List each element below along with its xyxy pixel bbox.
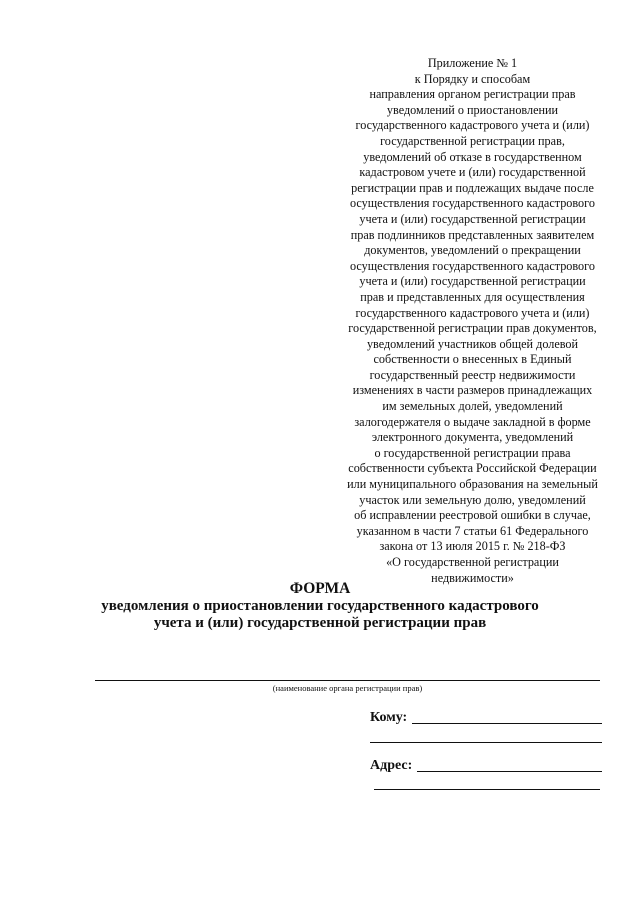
appendix-line: осуществления государственного кадастрового bbox=[350, 258, 595, 273]
appendix-line: кадастровом учете и (или) государственной bbox=[359, 165, 586, 180]
appendix-line: изменениях в части размеров принадлежащих bbox=[352, 383, 593, 398]
appendix-line: уведомлений участников общей долевой bbox=[366, 336, 579, 351]
appendix-line: к Порядку и способам bbox=[414, 71, 531, 86]
appendix-line: прав и представленных для осуществления bbox=[360, 289, 585, 304]
appendix-line: участок или земельную долю, уведомлений bbox=[359, 492, 586, 507]
form-title: ФОРМА bbox=[289, 580, 351, 597]
form-subtitle-line-2: учета и (или) государственной регистрации прав bbox=[153, 615, 487, 631]
appendix-line: государственного кадастрового учета и (или) bbox=[355, 118, 590, 133]
appendix-line: учета и (или) государственной регистрации bbox=[359, 211, 586, 226]
to-field-row bbox=[370, 710, 602, 726]
appendix-line: осуществления государственного кадастрового bbox=[350, 196, 595, 211]
appendix-line: электронного документа, уведомлений bbox=[371, 430, 574, 445]
appendix-line: о государственной регистрации права bbox=[374, 445, 571, 460]
appendix-line: недвижимости» bbox=[431, 570, 514, 585]
to-label: Кому: bbox=[370, 710, 408, 725]
appendix-line: документов, уведомлений о прекращении bbox=[364, 243, 581, 258]
address-field-row bbox=[370, 758, 602, 774]
appendix-header bbox=[330, 56, 615, 586]
address-label: Адрес: bbox=[370, 758, 413, 773]
appendix-line: государственной регистрации прав документов, bbox=[348, 321, 597, 336]
appendix-line: регистрации прав и подлежащих выдаче после bbox=[351, 180, 594, 195]
appendix-line: или муниципального образования на земельный bbox=[347, 477, 598, 492]
address-field-continuation-line[interactable] bbox=[374, 789, 600, 790]
appendix-line: прав подлинников представленных заявителем bbox=[350, 227, 595, 242]
organ-name-line[interactable] bbox=[95, 680, 600, 681]
appendix-line: уведомлений об отказе в государственном bbox=[363, 149, 582, 164]
form-subtitle-line-1: уведомления о приостановлении государственного кадастрового bbox=[101, 598, 539, 614]
appendix-line: учета и (или) государственной регистрации bbox=[359, 274, 586, 289]
appendix-line: государственный реестр недвижимости bbox=[369, 367, 576, 382]
appendix-line: закона от 13 июля 2015 г. № 218-ФЗ bbox=[379, 539, 566, 554]
appendix-line: указанном в части 7 статьи 61 Федерального bbox=[356, 523, 589, 538]
to-field[interactable] bbox=[412, 711, 602, 724]
appendix-line: государственной регистрации прав, bbox=[380, 133, 565, 148]
form-title-block bbox=[60, 580, 580, 632]
appendix-line: «О государственной регистрации bbox=[386, 555, 559, 569]
appendix-line: собственности субъекта Российской Федерации bbox=[348, 461, 597, 476]
appendix-line: собственности о внесенных в Единый bbox=[373, 352, 572, 367]
address-field[interactable] bbox=[417, 759, 602, 772]
appendix-line: Приложение № 1 bbox=[427, 56, 518, 70]
appendix-line: уведомлений о приостановлении bbox=[386, 102, 559, 117]
appendix-line: им земельных долей, уведомлений bbox=[382, 399, 563, 414]
appendix-line: залогодержателя о выдаче закладной в форме bbox=[354, 414, 591, 429]
appendix-line: направления органом регистрации прав bbox=[369, 87, 576, 102]
to-field-continuation-line[interactable] bbox=[370, 742, 602, 743]
organ-name-caption: (наименование органа регистрации прав) bbox=[272, 683, 423, 693]
appendix-line: государственного кадастрового учета и (или) bbox=[355, 305, 590, 320]
appendix-line: об исправлении реестровой ошибки в случае, bbox=[354, 508, 591, 523]
